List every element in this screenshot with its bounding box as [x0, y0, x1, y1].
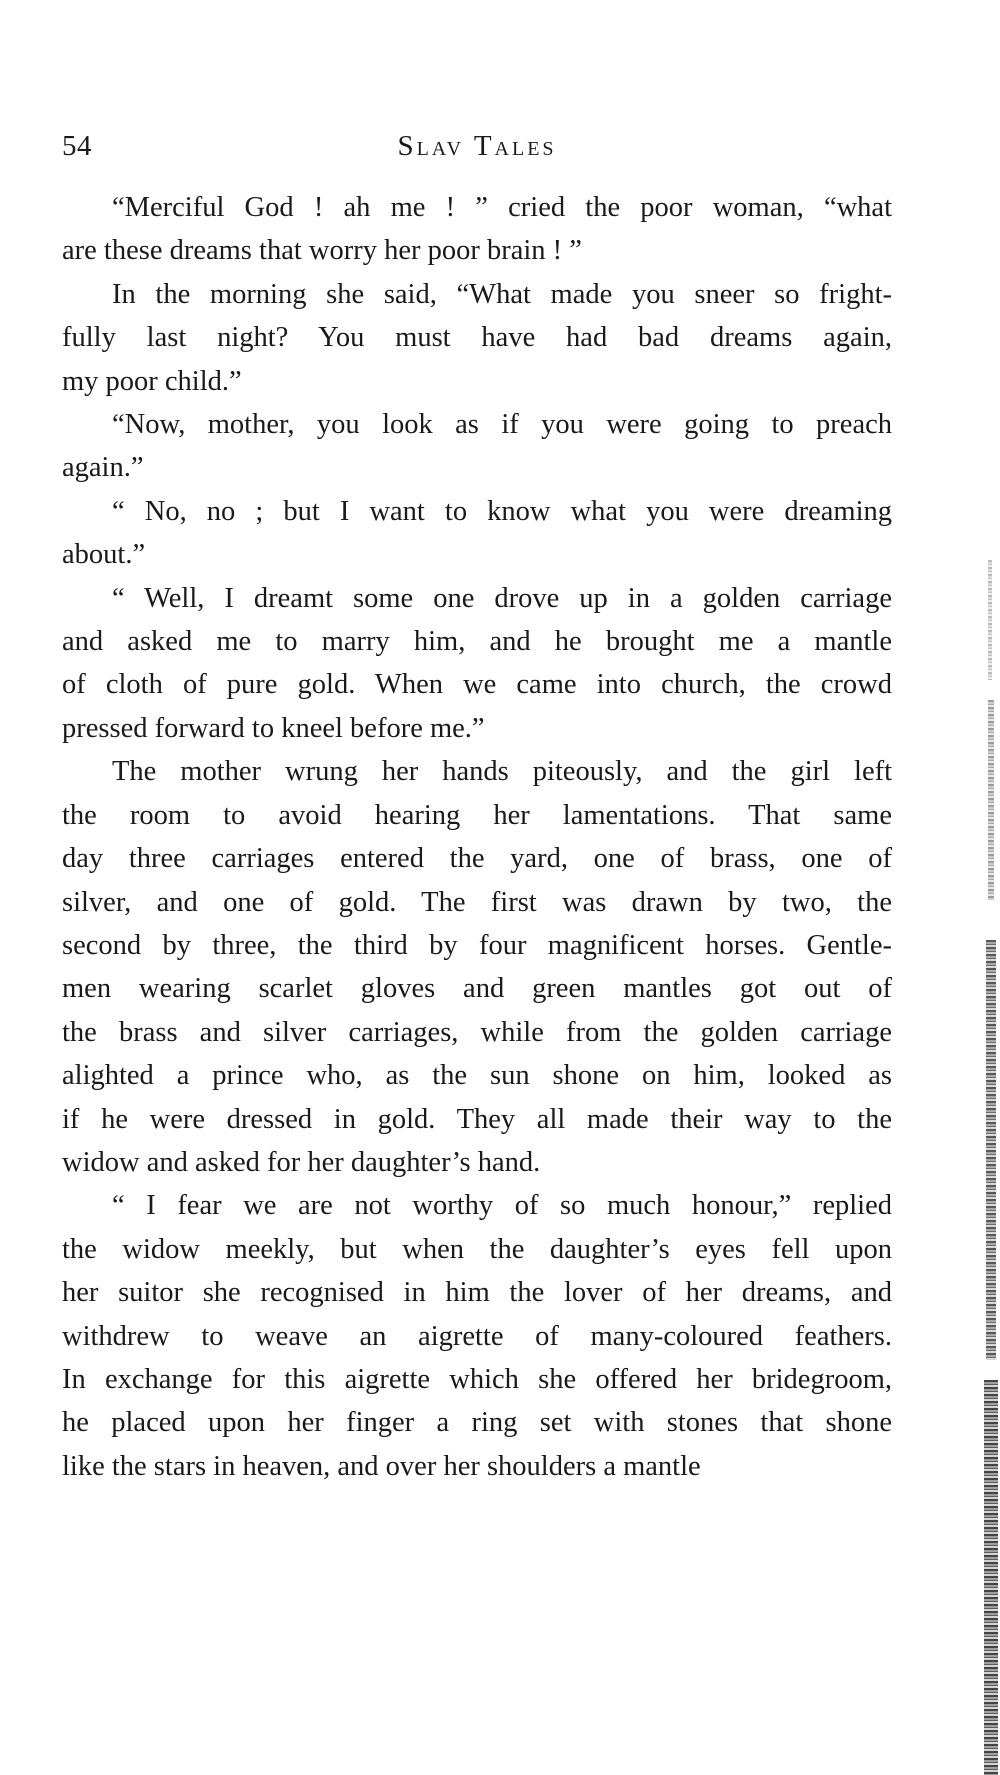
paragraph — [62, 577, 892, 751]
text-line: my poor child.” — [62, 365, 242, 397]
text-line: pressed forward to kneel before me.” — [62, 712, 485, 744]
text-line: withdrew to weave an aigrette of many-coloured feathers. — [62, 1320, 892, 1352]
text-line: widow and asked for her daughter’s hand. — [62, 1146, 541, 1178]
text-line: “Merciful God ! ah me ! ” cried the poor woman, “what — [112, 192, 892, 223]
text-line: silver, and one of gold. The first was drawn by two, the — [62, 886, 892, 918]
text-line: In the morning she said, “What made you sneer so fright- — [112, 278, 892, 310]
text-line: the brass and silver carriages, while from the golden carriage — [62, 1016, 892, 1048]
text-line: day three carriages entered the yard, one of brass, one of — [62, 843, 892, 875]
paragraph — [62, 273, 892, 403]
running-title: Slav Tales — [397, 130, 557, 162]
text-line: “ Well, I dreamt some one drove up in a golden carriage — [112, 582, 892, 614]
text-line: if he were dressed in gold. They all made their way to the — [62, 1103, 892, 1135]
paragraph — [62, 1184, 892, 1488]
paragraph — [62, 186, 892, 273]
text-line: about.” — [62, 539, 146, 571]
text-line: “Now, mother, you look as if you were going to preach — [112, 409, 892, 441]
scan-edge-shadow — [988, 700, 994, 900]
text-line: her suitor she recognised in him the lover of her dreams, and — [62, 1277, 892, 1309]
text-line: alighted a prince who, as the sun shone on him, looked as — [62, 1060, 892, 1092]
text-line: again.” — [62, 452, 144, 484]
text-line: The mother wrung her hands piteously, and the girl left — [112, 756, 892, 788]
text-line: the room to avoid hearing her lamentations. That same — [62, 799, 892, 831]
text-line: men wearing scarlet gloves and green mantles got out of — [62, 973, 892, 1005]
page-header — [62, 130, 892, 176]
scan-edge-shadow — [986, 940, 996, 1360]
text-line: In exchange for this aigrette which she offered her bridegroom, — [62, 1363, 892, 1395]
text-line: “ I fear we are not worthy of so much honour,” replied — [112, 1190, 892, 1222]
body-text — [62, 186, 892, 1488]
paragraph — [62, 403, 892, 490]
scan-edge-shadow — [988, 560, 992, 680]
text-line: second by three, the third by four magnificent horses. Gentle- — [62, 929, 892, 961]
text-line: fully last night? You must have had bad dreams again, — [62, 322, 892, 354]
text-line: he placed upon her finger a ring set with stones that shone — [62, 1407, 892, 1439]
text-line: the widow meekly, but when the daughter’s eyes fell upon — [62, 1233, 892, 1265]
paragraph — [62, 490, 892, 577]
text-line: are these dreams that worry her poor brain ! ” — [62, 235, 582, 267]
text-line: and asked me to marry him, and he brought me a mantle — [62, 626, 892, 658]
text-line: like the stars in heaven, and over her shoulders a mantle — [62, 1450, 701, 1482]
paragraph — [62, 750, 892, 1184]
page-number: 54 — [62, 130, 92, 162]
text-line: of cloth of pure gold. When we came into church, the crowd — [62, 669, 892, 701]
text-line: “ No, no ; but I want to know what you were dreaming — [112, 495, 892, 527]
scan-edge-shadow — [984, 1380, 998, 1775]
